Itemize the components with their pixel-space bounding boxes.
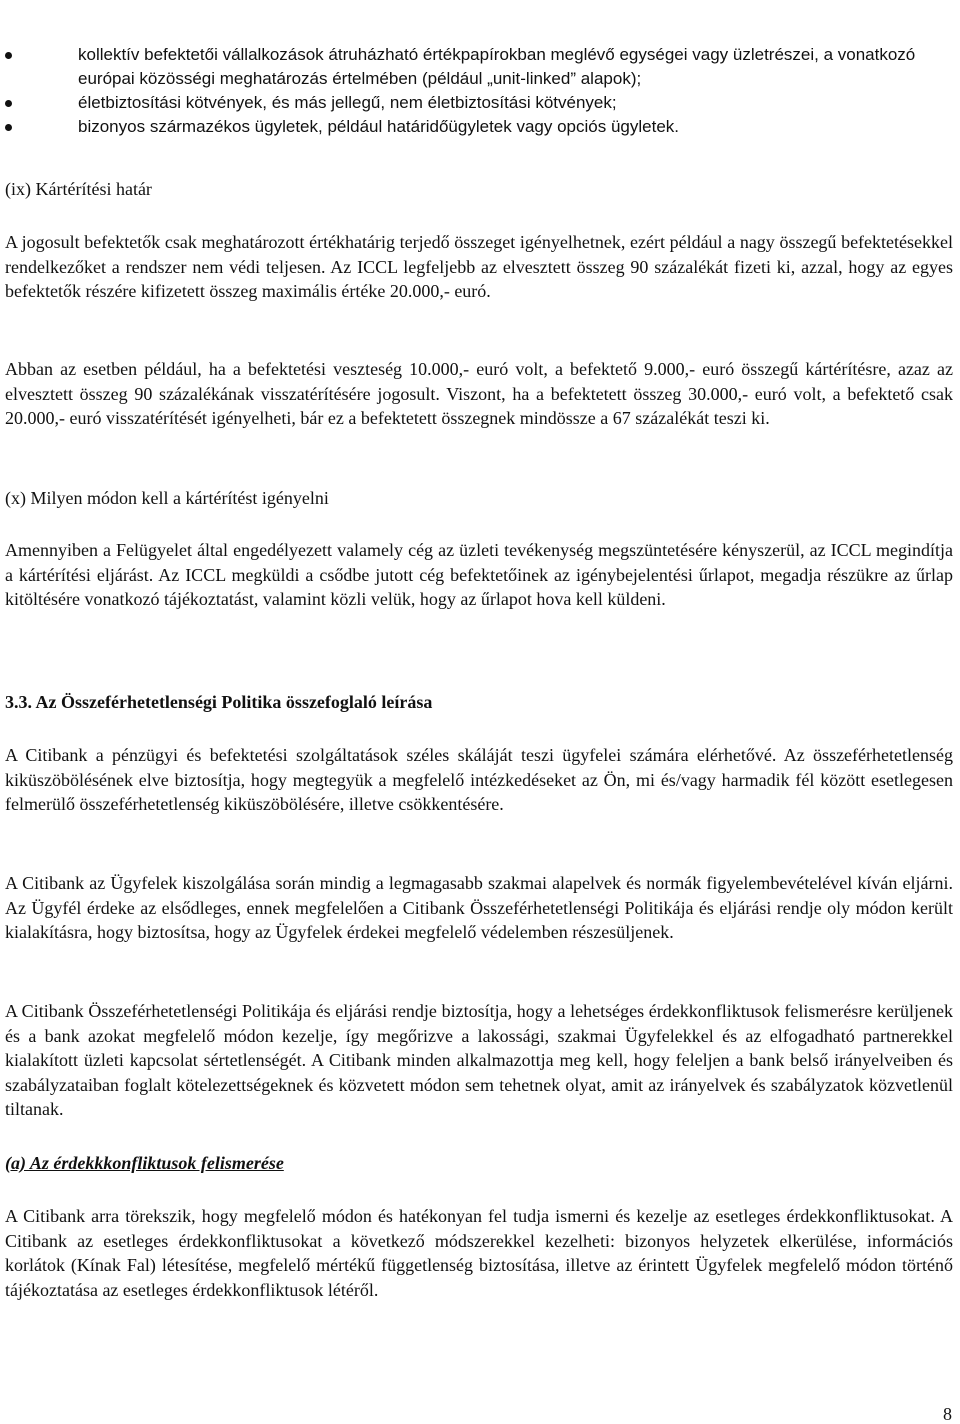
- bullet-text: bizonyos származékos ügyletek, például határidőügyletek vagy opciós ügyletek.: [78, 117, 680, 136]
- section-ix-heading: (ix) Kártérítési határ: [5, 179, 152, 199]
- bullet-text: kollektív befektetői vállalkozások átruházható értékpapírokban meglévő egységei vagy üzletrészei, a vonatkozó európai közösségi meghatározás értelmében (például „unit-linked” alapok);: [78, 45, 916, 88]
- section-3-3-paragraph-1: A Citibank a pénzügyi és befektetési szolgáltatások széles skáláját teszi ügyfelei számára elérhetővé. Az összeférhetetlenség kiküszöbölésének elve biztosítja, hogy megtegyük a megfelelő intézkedéseket az Ön, mi és/vagy harmadik fél között esetlegesen felmerülő összeférhetetlenség kiküszöbölésére, illetve csökkentésére.: [5, 745, 953, 814]
- bullet-item: [0, 43, 960, 91]
- bullet-item: [0, 115, 960, 139]
- section-ix-paragraph-2: Abban az esetben például, ha a befektetési veszteség 10.000,- euró volt, a befektető 9.000,- euró összegű kártérítésre, azaz az elvesztett összeg 90 százalékának visszatérítésére jogosult. Viszont, ha a befektetett összeg 30.000,- euró volt, a befektető csak 20.000,- euró visszatérítését igényelheti, bár ez a befektetett összegnek mindössze a 67 százalékát teszi ki.: [5, 359, 953, 428]
- section-x-heading: (x) Milyen módon kell a kártérítést igényelni: [5, 488, 329, 508]
- section-3-3-paragraph-2: A Citibank az Ügyfelek kiszolgálása során mindig a legmagasabb szakmai alapelvek és normák figyelembevételével kíván eljárni. Az Ügyfél érdeke az elsődleges, ennek megfelelően a Citibank Összeférhetetlenségi Politikája és eljárási rendje oly módon került kialakításra, hogy biztosítsa, hogy az Ügyfelek érdekei megfelelő védelemben részesüljenek.: [5, 873, 953, 942]
- bullet-icon: [5, 124, 12, 131]
- bullet-icon: [5, 100, 12, 107]
- section-3-3-paragraph-3: A Citibank Összeférhetetlenségi Politikája és eljárási rendje biztosítja, hogy a lehetséges érdekkonfliktusok felismerésre kerüljenek és a bank azokat megfelelő módon kezelje, így megőrizve a lakossági, szakmai Ügyfelekkel és az elfogadható partnerekkel kialakított üzleti kapcsolat sértetlenségét. A Citibank minden alkalmazottja meg kell, hogy feleljen a bank belső irányelveiben és szabályzataiban foglalt kötelezettségeknek és közvetett módon sem tehetnek olyat, amit az irányelvek és szabályzatok közvetlenül tiltanak.: [5, 1001, 953, 1119]
- page-number: 8: [943, 1404, 952, 1424]
- section-x-paragraph-1: Amennyiben a Felügyelet által engedélyezett valamely cég az üzleti tevékenység megszüntetésére kényszerül, az ICCL megindítja a kártérítési eljárást. Az ICCL megküldi a csődbe jutott cég befektetőinek az igénybejelentési űrlapot, megadja részükre az űrlap kitöltésére vonatkozó tájékoztatást, valamint közli velük, hogy az űrlapot hova kell küldeni.: [5, 540, 953, 609]
- bullet-item: [0, 91, 960, 115]
- bullet-text: életbiztosítási kötvények, és más jellegű, nem életbiztosítási kötvények;: [78, 93, 617, 112]
- bullet-list: [0, 43, 960, 139]
- section-3-3-heading: 3.3. Az Összeférhetetlenségi Politika összefoglaló leírása: [5, 692, 433, 712]
- section-a-paragraph-1: A Citibank arra törekszik, hogy megfelelő módon és hatékonyan fel tudja ismerni és kezelje az esetleges érdekkonfliktusokat. A Citibank az esetleges érdekkonfliktusokat a következő módszerekkel kezelheti: bizonyos helyzetek elkerülése, információs korlátok (Kínak Fal) létesítése, megfelelő mértékű függetlenség biztosítása, illetve az érintett Ügyfelek megfelelő módon történő tájékoztatása az esetleges érdekkonfliktusok létéről.: [5, 1206, 953, 1300]
- section-ix-paragraph-1: A jogosult befektetők csak meghatározott értékhatárig terjedő összeget igényelhetnek, ezért például a nagy összegű befektetésekkel rendelkezőket a rendszer nem védi teljesen. Az ICCL legfeljebb az elvesztett összeg 90 százalékát fizeti ki, azzal, hogy az egyes befektetők részére kifizetett összeg maximális értéke 20.000,- euró.: [5, 232, 953, 301]
- bullet-icon: [5, 52, 12, 59]
- section-a-heading: (a) Az érdekkkonfliktusok felismerése: [5, 1153, 284, 1173]
